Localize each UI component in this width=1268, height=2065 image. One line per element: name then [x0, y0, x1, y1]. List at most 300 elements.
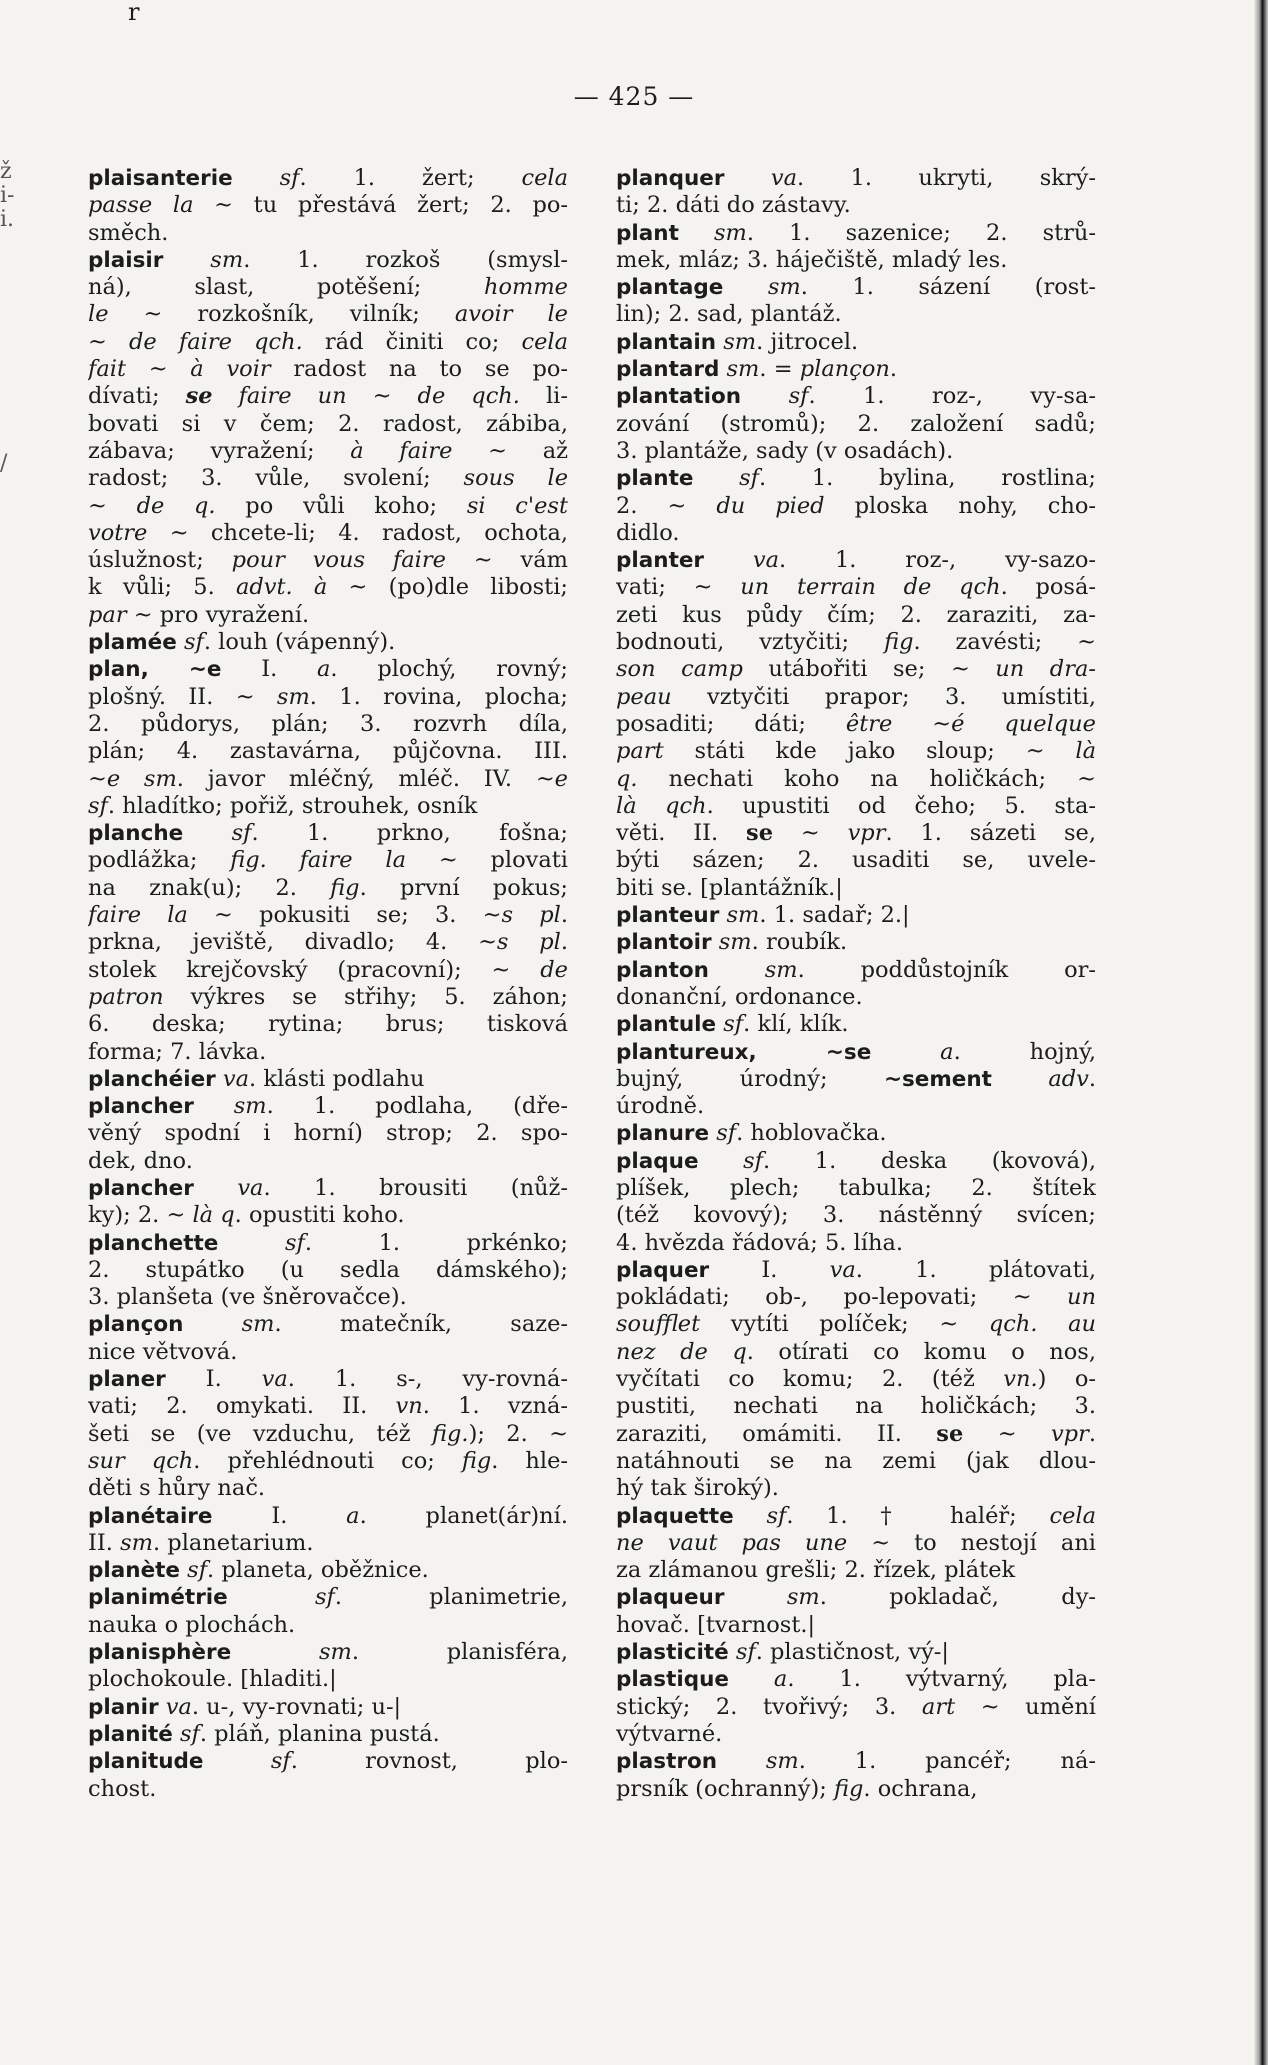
entry-text: prsník (ochranný);: [616, 1775, 834, 1802]
headword: plan, ~e: [88, 657, 222, 683]
dictionary-line: [616, 1666, 1096, 1693]
dictionary-line: [616, 902, 1096, 929]
entry-text: . 1. výtvarný, pla-: [787, 1666, 1096, 1693]
entry-text: (též kovový); 3. nástěnný svícen;: [616, 1202, 1096, 1229]
headword: plançon: [88, 1312, 184, 1338]
entry-text: [871, 1039, 940, 1065]
dictionary-line: [616, 547, 1096, 574]
dictionary-line: [616, 684, 1096, 711]
entry-text: zování (stromů); 2. založení sadů;: [616, 410, 1096, 437]
entry-text: . 1. vzná-: [422, 1393, 568, 1420]
entry-text: [729, 1666, 774, 1692]
dictionary-line: [88, 1612, 568, 1639]
entry-text: úrodně.: [616, 1093, 705, 1120]
entry-text: děti s hůry nač.: [88, 1475, 266, 1502]
entry-text: [709, 957, 765, 983]
entry-text: vám: [492, 547, 568, 574]
dictionary-line: [88, 1148, 568, 1175]
entry-text: [177, 629, 184, 655]
entry-text: . 1. s-, vy-rovná-: [287, 1366, 568, 1393]
entry-text: . 1. roz-, vy-sa-: [808, 383, 1096, 410]
dictionary-line: [88, 465, 568, 492]
entry-text: cela: [521, 165, 568, 191]
dictionary-line: [88, 192, 568, 219]
entry-text: part: [616, 738, 664, 765]
entry-text: ~ de q.: [88, 492, 216, 519]
entry-text: [233, 165, 280, 191]
dictionary-line: [88, 1202, 568, 1229]
dictionary-line: [616, 957, 1096, 984]
entry-text: to nestojí ani: [890, 1529, 1096, 1556]
dictionary-line: [88, 1448, 568, 1475]
dictionary-line: [616, 1612, 1096, 1639]
entry-text: à faire ~: [350, 437, 507, 464]
entry-text: sm: [241, 1311, 275, 1338]
dictionary-line: [616, 1311, 1096, 1338]
entry-text: art ~: [921, 1693, 1000, 1720]
entry-text: sous le: [463, 465, 568, 492]
entry-text: ~ de: [491, 956, 568, 983]
dictionary-line: [88, 684, 568, 711]
dictionary-line: [616, 411, 1096, 438]
page-top-mark: r: [128, 0, 140, 26]
entry-text: až: [506, 437, 568, 464]
headword: plantain: [616, 329, 717, 355]
dictionary-line: [88, 820, 568, 847]
entry-text: . pokladač, dy-: [819, 1584, 1096, 1611]
entry-text: [719, 902, 726, 928]
dictionary-line: [88, 1530, 568, 1557]
entry-text: se: [185, 383, 213, 410]
entry-text: sf: [231, 820, 252, 847]
entry-text: dívati;: [88, 383, 186, 410]
entry-text: vztyčiti prapor; 3. umístiti,: [671, 683, 1096, 710]
dictionary-line: [616, 1039, 1096, 1066]
dictionary-line: [88, 766, 568, 793]
entry-text: sm: [193, 1093, 267, 1120]
entry-text: ky); 2.: [88, 1202, 167, 1229]
entry-text: . matečník, saze-: [274, 1311, 568, 1338]
entry-text: I.: [212, 1502, 347, 1529]
dictionary-line: [616, 738, 1096, 765]
dictionary-line: [88, 574, 568, 601]
entry-text: vn: [395, 1393, 423, 1420]
entry-text: [712, 929, 719, 955]
dictionary-line: [88, 957, 568, 984]
headword: plasticité: [616, 1640, 729, 1666]
entry-text: [741, 383, 788, 409]
entry-text: a: [346, 1502, 360, 1529]
dictionary-line: [88, 1175, 568, 1202]
entry-text: [724, 1584, 786, 1610]
entry-text: ne vaut pas une ~: [616, 1529, 891, 1556]
entry-text: natáhnouti se na zemi (jak dlou-: [616, 1447, 1096, 1474]
entry-text: věti. II.: [616, 820, 747, 847]
entry-text: ~ un terrain de qch: [693, 574, 1001, 601]
entry-text: (po)dle libosti;: [367, 574, 568, 601]
entry-text: plán; 4. zastavárna, půjčovna. III.: [88, 738, 568, 765]
entry-text: I.: [165, 1366, 262, 1393]
entry-text: I.: [221, 656, 317, 683]
entry-text: pokusiti se; 3.: [232, 902, 483, 929]
entry-text: . louh (vápenný).: [203, 629, 396, 656]
dictionary-line: [88, 438, 568, 465]
dictionary-line: [616, 847, 1096, 874]
entry-text: . pláň, planina pustá.: [199, 1720, 440, 1747]
entry-text: donanční, ordonance.: [616, 983, 863, 1010]
dictionary-line: [616, 1584, 1096, 1611]
headword: plamée: [88, 630, 177, 656]
dictionary-line: [616, 1475, 1096, 1502]
entry-text: sm: [764, 956, 798, 983]
entry-text: . 1. pancéř; ná-: [798, 1748, 1096, 1775]
entry-text: . 1. brousiti (nůž-: [263, 1174, 568, 1201]
dictionary-line: [616, 711, 1096, 738]
entry-text: [717, 1748, 766, 1774]
entry-text: vati; 2. omykati. II.: [88, 1393, 396, 1420]
dictionary-line: [616, 1639, 1096, 1666]
headword: planter: [616, 548, 705, 574]
dictionary-line: [616, 1093, 1096, 1120]
dictionary-line: [88, 1311, 568, 1338]
entry-text: fig: [330, 874, 360, 901]
entry-text: . hladítko; pořiž, strouhek, osník: [107, 792, 478, 819]
entry-text: sf: [743, 1147, 764, 1174]
entry-text: fait ~ à voir: [88, 356, 271, 383]
entry-text: posaditi; dáti;: [616, 710, 846, 737]
entry-text: . přehlédnouti co;: [193, 1447, 462, 1474]
headword: planétaire: [88, 1503, 213, 1529]
entry-text: . 1. sadař; 2.|: [759, 902, 910, 929]
entry-text: sur qch: [88, 1447, 194, 1474]
entry-text: ~ vpr: [773, 820, 886, 847]
entry-text: ~ un dra-: [950, 656, 1096, 683]
entry-text: . jitrocel.: [756, 328, 859, 355]
dictionary-line: [616, 574, 1096, 601]
dictionary-line: [616, 1066, 1096, 1093]
dictionary-line: [616, 1776, 1096, 1803]
entry-text: k vůli; 5.: [88, 574, 236, 601]
dictionary-line: [616, 383, 1096, 410]
entry-text: ploska nohy, cho-: [824, 492, 1096, 519]
dictionary-line: [88, 1639, 568, 1666]
dictionary-line: [616, 1120, 1096, 1147]
entry-text: si c'est: [466, 492, 568, 519]
dictionary-line: [616, 1366, 1096, 1393]
entry-text: . =: [759, 356, 800, 383]
entry-text: faire la ~: [88, 902, 233, 929]
entry-text: là qch: [616, 792, 707, 819]
headword: planton: [616, 957, 709, 983]
entry-text: 2. půdorys, plán; 3. rozvrh díla,: [88, 710, 568, 737]
left-column: [88, 165, 568, 1803]
entry-text: věný spodní i horní) strop; 2. spo-: [88, 1120, 568, 1147]
headword: plantureux, ~se: [616, 1039, 872, 1065]
dictionary-line: [616, 1011, 1096, 1038]
dictionary-line: [616, 274, 1096, 301]
dictionary-line: [616, 793, 1096, 820]
entry-text: vn.: [1003, 1366, 1038, 1393]
entry-text: . 1. roz-, vy-sazo-: [779, 547, 1096, 574]
dictionary-line: [88, 1339, 568, 1366]
dictionary-line: [88, 711, 568, 738]
entry-text: . 1. sázeti se,: [885, 820, 1096, 847]
entry-text: ); 2.: [468, 1420, 550, 1447]
dictionary-line: [616, 1503, 1096, 1530]
headword: plant: [616, 220, 679, 246]
entry-text: sf: [184, 629, 204, 656]
entry-text: na znak(u); 2.: [88, 874, 331, 901]
book-spine-edge: [1254, 0, 1268, 2065]
entry-text: . 1. deska (kovová),: [763, 1147, 1096, 1174]
entry-text: chcete-li; 4. radost, ochota,: [188, 519, 568, 546]
headword: planteur: [616, 903, 720, 929]
headword: planer: [88, 1367, 166, 1393]
entry-text: . planisféra,: [351, 1639, 568, 1666]
entry-text: va: [237, 1174, 264, 1201]
dictionary-line: [616, 820, 1096, 847]
entry-text: sm: [726, 356, 760, 383]
entry-text: stolek krejčovský (pracovní);: [88, 956, 492, 983]
entry-text: . plastičnost, vý-|: [755, 1639, 949, 1666]
entry-text: didlo.: [616, 519, 680, 546]
dictionary-line: [88, 1503, 568, 1530]
entry-text: . 1. rovina, plocha;: [309, 683, 568, 710]
entry-text: ~: [549, 1420, 568, 1447]
dictionary-line: [88, 411, 568, 438]
entry-text: ~ qch. au: [939, 1311, 1096, 1338]
dictionary-line: [88, 1120, 568, 1147]
entry-text: [992, 1066, 1048, 1092]
dictionary-line: [616, 929, 1096, 956]
entry-text: ~ de faire qch.: [88, 328, 303, 355]
entry-text: le ~: [88, 301, 163, 328]
entry-text: sf: [788, 383, 809, 410]
entry-text: se: [936, 1420, 964, 1447]
entry-text: ~ là q: [166, 1202, 235, 1229]
entry-text: ~s pl: [482, 902, 561, 929]
dictionary-line: [88, 629, 568, 656]
entry-text: . posá-: [1000, 574, 1096, 601]
headword: plaisir: [88, 247, 164, 273]
entry-text: umění: [999, 1693, 1096, 1720]
entry-text: ~e sm: [88, 765, 177, 792]
entry-text: 4. hvězda řádová; 5. líha.: [616, 1229, 904, 1256]
entry-text: sm: [210, 246, 244, 273]
entry-text: ti; 2. dáti do zástavy.: [616, 192, 851, 219]
entry-text: . 1. bylina, rostlina;: [759, 465, 1096, 492]
headword: plaquette: [616, 1503, 734, 1529]
headword: planche: [88, 821, 184, 847]
entry-text: ná), slast, potěšení;: [88, 274, 484, 301]
edge-fragment: ž: [0, 159, 12, 184]
entry-text: son camp: [616, 656, 743, 683]
entry-text: zaraziti, omámiti. II.: [616, 1420, 937, 1447]
dictionary-line: [616, 1148, 1096, 1175]
entry-text: . hoblovačka.: [736, 1120, 887, 1147]
entry-text: . rovnost, plo-: [290, 1748, 568, 1775]
entry-text: sf: [314, 1584, 335, 1611]
dictionary-line: [88, 1366, 568, 1393]
entry-text: .: [560, 929, 568, 956]
dictionary-line: [616, 656, 1096, 683]
entry-text: fig: [884, 629, 914, 656]
dictionary-line: [616, 1448, 1096, 1475]
entry-text: [679, 220, 714, 246]
entry-text: vyčítati co komu; 2. (též: [616, 1366, 1004, 1393]
entry-text: faire un ~ de qch.: [212, 383, 520, 410]
headword: plantation: [616, 384, 742, 410]
entry-text: . 1. prkénko;: [304, 1229, 568, 1256]
dictionary-line: [88, 929, 568, 956]
entry-text: . opustiti koho.: [234, 1202, 405, 1229]
entry-text: li-: [519, 383, 568, 410]
entry-text: sf: [723, 1011, 744, 1038]
entry-text: sf: [279, 165, 300, 191]
entry-text: . upustiti od čeho; 5. sta-: [706, 792, 1096, 819]
dictionary-line: [616, 520, 1096, 547]
dictionary-line: [616, 301, 1096, 328]
entry-text: sm: [765, 1748, 799, 1775]
dictionary-line: [88, 1421, 568, 1448]
entry-text: sm: [713, 219, 747, 246]
entry-text: ) o-: [1037, 1366, 1096, 1393]
entry-text: [693, 465, 739, 491]
entry-text: . 1. plátovati,: [855, 1256, 1096, 1283]
entry-text: pour vous faire ~: [231, 547, 493, 574]
entry-text: . planeta, oběžnice.: [207, 1557, 429, 1584]
entry-text: pro vyražení.: [152, 601, 310, 628]
entry-text: . 1. podlaha, (dře-: [266, 1093, 568, 1120]
entry-text: plochokoule. [hladiti.|: [88, 1666, 337, 1693]
entry-text: soufflet: [616, 1311, 701, 1338]
dictionary-line: [88, 383, 568, 410]
entry-text: za zlámanou grešli; 2. řízek, plátek: [616, 1557, 1016, 1584]
entry-text: sf: [739, 465, 759, 492]
dictionary-line: [88, 165, 568, 192]
entry-text: radost; 3. vůle, svolení;: [88, 465, 464, 492]
left-edge-fragments: [0, 160, 16, 476]
dictionary-line: [88, 1257, 568, 1284]
entry-text: fig: [461, 1447, 492, 1474]
entry-text: sm: [120, 1529, 153, 1556]
dictionary-line: [616, 1230, 1096, 1257]
entry-text: va: [829, 1256, 856, 1283]
entry-text: va: [261, 1366, 288, 1393]
entry-text: homme: [483, 274, 568, 301]
entry-text: . 1. sazenice; 2. strů-: [746, 219, 1096, 246]
entry-text: a: [317, 656, 331, 683]
dictionary-line: [88, 1093, 568, 1120]
entry-text: sf: [179, 1720, 200, 1747]
entry-text: rozkošník, vilník;: [162, 301, 455, 328]
dictionary-line: [616, 356, 1096, 383]
edge-fragment: i.: [0, 207, 15, 232]
entry-text: tu přestává žert; 2. po-: [233, 192, 568, 219]
headword: planchette: [88, 1230, 219, 1256]
dictionary-line: [88, 220, 568, 247]
dictionary-line: [88, 1721, 568, 1748]
dictionary-line: [616, 220, 1096, 247]
entry-text: sf: [284, 1229, 305, 1256]
headword: planchéier: [88, 1066, 216, 1092]
entry-text: vati;: [616, 574, 694, 601]
entry-text: . klásti podlahu: [249, 1065, 425, 1092]
entry-text: [173, 1721, 180, 1747]
dictionary-line: [616, 1721, 1096, 1748]
dictionary-line: [616, 192, 1096, 219]
entry-text: 6. deska; rytina; brus; tisková: [88, 1011, 568, 1038]
headword: planitude: [88, 1749, 204, 1775]
dictionary-line: [616, 1339, 1096, 1366]
entry-text: sm: [718, 929, 752, 956]
entry-text: prkna, jeviště, divadlo; 4.: [88, 929, 479, 956]
entry-text: býti sázen; 2. usaditi se, uvele-: [616, 847, 1096, 874]
dictionary-line: [88, 493, 568, 520]
entry-text: plošný. II.: [88, 683, 236, 710]
entry-text: se: [746, 820, 774, 847]
entry-text: . poddůstojník or-: [797, 956, 1096, 983]
entry-text: plovati: [457, 847, 568, 874]
entry-text: I.: [709, 1256, 830, 1283]
entry-text: [183, 820, 231, 846]
entry-text: . planet(ár)ní.: [359, 1502, 568, 1529]
entry-text: [719, 356, 726, 382]
entry-text: ~ vpr: [963, 1420, 1089, 1447]
entry-text: podlážka;: [88, 847, 231, 874]
dictionary-line: [88, 602, 568, 629]
headword: plaquer: [616, 1257, 710, 1283]
entry-text: [724, 165, 770, 191]
entry-text: sm: [723, 328, 757, 355]
entry-text: [734, 1503, 767, 1529]
entry-text: výkres se střihy; 5. záhon;: [163, 983, 568, 1010]
entry-text: [204, 1748, 271, 1774]
dictionary-line: [616, 1748, 1096, 1775]
entry-text: radost na to se po-: [270, 356, 568, 383]
dictionary-line: [88, 520, 568, 547]
entry-text: plançon: [799, 356, 890, 383]
headword: plancher: [88, 1094, 194, 1120]
dictionary-line: [616, 1175, 1096, 1202]
entry-text: sf: [270, 1748, 291, 1775]
edge-fragment: /: [0, 451, 8, 476]
entry-text: . u-, vy-rovnati; u-|: [191, 1693, 402, 1720]
entry-text: mek, mláz; 3. háječiště, mladý les.: [616, 246, 1008, 273]
entry-text: [723, 274, 768, 300]
entry-text: par ~: [88, 601, 153, 628]
dictionary-line: [616, 602, 1096, 629]
entry-text: stický; 2. tvořivý; 3.: [616, 1693, 922, 1720]
entry-text: sf: [88, 792, 108, 819]
entry-text: [699, 1148, 744, 1174]
entry-text: [163, 247, 210, 273]
entry-text: être ~é quelque: [845, 710, 1096, 737]
entry-text: avoir le: [454, 301, 568, 328]
entry-text: pustiti, nechati na holičkách; 3.: [616, 1393, 1096, 1420]
entry-text: . roubík.: [751, 929, 848, 956]
dictionary-line: [616, 629, 1096, 656]
dictionary-line: [616, 465, 1096, 492]
dictionary-line: [88, 1776, 568, 1803]
headword: plancher: [88, 1175, 194, 1201]
headword: plaisanterie: [88, 166, 233, 191]
entry-text: ~: [1077, 629, 1096, 656]
entry-text: chost.: [88, 1775, 157, 1802]
dictionary-line: [88, 1284, 568, 1311]
entry-text: 2. stupátko (u sedla dámského);: [88, 1256, 568, 1283]
dictionary-line: [88, 902, 568, 929]
